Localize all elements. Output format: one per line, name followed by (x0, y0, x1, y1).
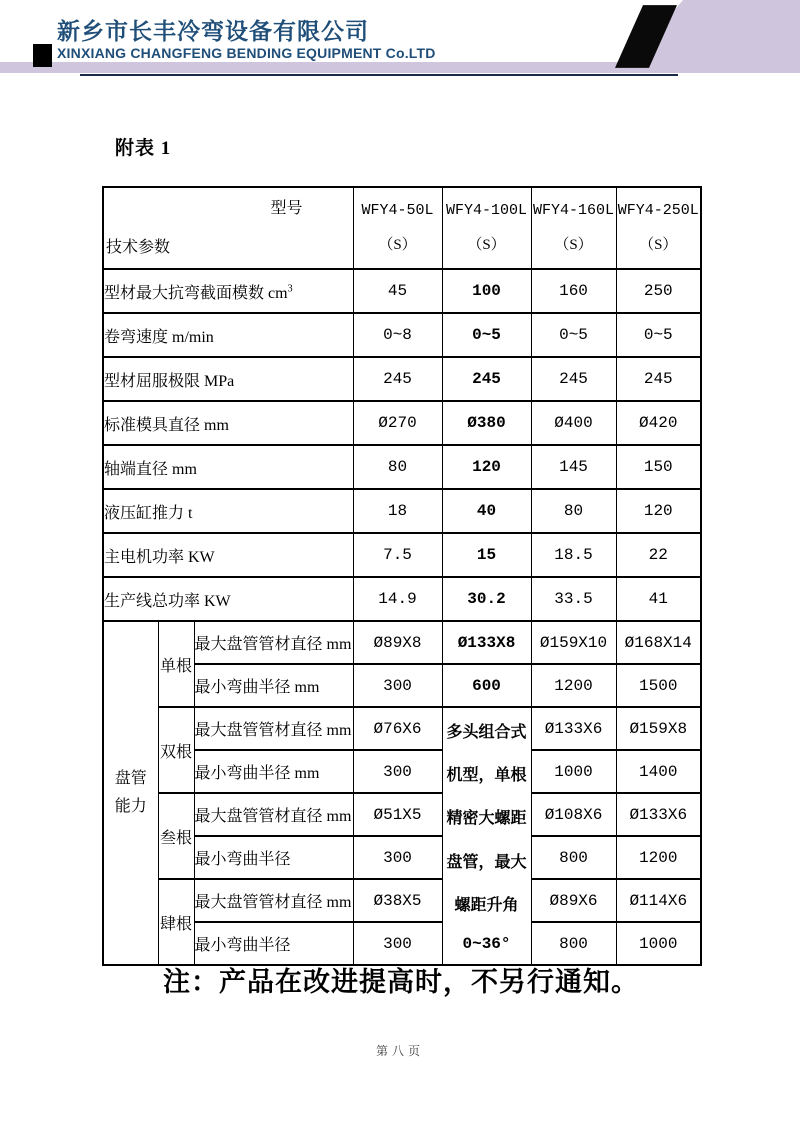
coil-row-single-max-diameter (103, 621, 701, 664)
value-cell: 150 (616, 445, 701, 489)
value-cell: 160 (531, 269, 616, 313)
page-number: 第八页 (375, 1044, 424, 1058)
value-cell: 1200 (531, 664, 616, 707)
model-header-wfy4-250l (616, 187, 701, 269)
model-name: WFY4-160L (532, 202, 614, 219)
param-row-section-modulus (103, 269, 701, 313)
coil-param-label: 最大盘管管材直径 mm (194, 621, 353, 664)
value-cell: Ø76X6 (353, 707, 442, 750)
model-suffix: （S） (378, 237, 417, 253)
value-cell: 30.2 (442, 577, 531, 621)
value-cell: 245 (531, 357, 616, 401)
value-cell: Ø114X6 (616, 879, 701, 922)
value-cell: 250 (616, 269, 701, 313)
value-cell: 600 (442, 664, 531, 707)
value-cell: 15 (442, 533, 531, 577)
value-cell: 245 (353, 357, 442, 401)
table-header-row (103, 187, 701, 269)
logo-bullet (33, 44, 52, 67)
value-cell: 145 (531, 445, 616, 489)
param-label: 液压缸推力 t (103, 489, 353, 533)
coil-param-label: 最小弯曲半径 mm (194, 750, 353, 793)
value-cell: Ø108X6 (531, 793, 616, 836)
param-row-shaft-diameter (103, 445, 701, 489)
merged-note-line: 多头组合式 (446, 724, 527, 742)
value-cell: 1200 (616, 836, 701, 879)
company-name-en: XINXIANG CHANGFENG BENDING EQUIPMENT Co.LTD (57, 45, 436, 61)
value-cell: Ø38X5 (353, 879, 442, 922)
value-cell: Ø51X5 (353, 793, 442, 836)
value-cell: 300 (353, 750, 442, 793)
coil-param-label: 最大盘管管材直径 mm (194, 879, 353, 922)
page-title: 附表 1 (115, 138, 172, 159)
spec-table (102, 186, 702, 966)
value-cell: 41 (616, 577, 701, 621)
value-cell: 18 (353, 489, 442, 533)
value-cell: Ø89X8 (353, 621, 442, 664)
coil-param-label: 最小弯曲半径 (194, 922, 353, 965)
value-cell: 120 (616, 489, 701, 533)
model-suffix: （S） (639, 237, 678, 253)
model-suffix: （S） (554, 237, 593, 253)
coil-row-double-max-diameter (103, 707, 701, 750)
value-cell: 1400 (616, 750, 701, 793)
param-row-die-diameter (103, 401, 701, 445)
merged-note-line: 机型，单根 (446, 767, 527, 785)
corner-params-label: 技术参数 (106, 239, 171, 256)
value-cell: Ø133X6 (616, 793, 701, 836)
coil-param-label: 最小弯曲半径 (194, 836, 353, 879)
side-label-line: 能力 (114, 798, 147, 815)
header-divider-line (80, 74, 678, 76)
value-cell: 800 (531, 836, 616, 879)
value-cell: 1000 (616, 922, 701, 965)
value-cell: 22 (616, 533, 701, 577)
coil-param-label: 最小弯曲半径 mm (194, 664, 353, 707)
model-name: WFY4-100L (445, 202, 527, 219)
value-cell: 1500 (616, 664, 701, 707)
value-cell: 0~5 (531, 313, 616, 357)
param-label: 轴端直径 mm (103, 445, 353, 489)
wfy4-100l-merged-note-cell (442, 707, 531, 965)
value-cell: Ø270 (353, 401, 442, 445)
coil-row-triple-max-diameter (103, 793, 701, 836)
merged-note-line: 0~36° (462, 934, 511, 953)
value-cell: 7.5 (353, 533, 442, 577)
param-label: 卷弯速度 m/min (103, 313, 353, 357)
value-cell: 18.5 (531, 533, 616, 577)
model-header-wfy4-50l (353, 187, 442, 269)
model-header-wfy4-100l (442, 187, 531, 269)
change-notice: 注：产品在改进提高时，不另行通知。 (163, 967, 639, 997)
value-cell: Ø420 (616, 401, 701, 445)
param-label-sup: 3 (287, 283, 293, 295)
model-suffix: （S） (467, 237, 506, 253)
value-cell: Ø159X10 (531, 621, 616, 664)
param-label: 标准模具直径 mm (103, 401, 353, 445)
value-cell: 45 (353, 269, 442, 313)
value-cell: 0~8 (353, 313, 442, 357)
coil-param-label: 最大盘管管材直径 mm (194, 793, 353, 836)
value-cell: 300 (353, 664, 442, 707)
value-cell: Ø133X6 (531, 707, 616, 750)
value-cell: 80 (353, 445, 442, 489)
value-cell: Ø380 (442, 401, 531, 445)
value-cell: 14.9 (353, 577, 442, 621)
merged-note-line: 螺距升角 (454, 896, 519, 914)
value-cell: Ø159X8 (616, 707, 701, 750)
model-name: WFY4-250L (617, 202, 699, 219)
value-cell: 245 (616, 357, 701, 401)
coil-row-quad-max-diameter (103, 879, 701, 922)
model-header-wfy4-160l (531, 187, 616, 269)
value-cell: 300 (353, 836, 442, 879)
value-cell: 120 (442, 445, 531, 489)
corner-model-label: 型号 (270, 200, 303, 217)
value-cell: 800 (531, 922, 616, 965)
param-label-text: 型材最大抗弯截面模数 cm (104, 284, 288, 302)
company-name-cn: 新乡市长丰冷弯设备有限公司 (57, 18, 369, 44)
coil-group-single: 单根 (158, 621, 194, 707)
value-cell: Ø133X8 (442, 621, 531, 664)
value-cell: 40 (442, 489, 531, 533)
param-row-total-line-power (103, 577, 701, 621)
value-cell: 100 (442, 269, 531, 313)
merged-note-line: 盘管，最大 (446, 853, 527, 871)
value-cell: Ø400 (531, 401, 616, 445)
value-cell: 300 (353, 922, 442, 965)
param-row-main-motor-power (103, 533, 701, 577)
param-label (103, 269, 353, 313)
coil-group-quad: 肆根 (158, 879, 194, 965)
value-cell: Ø168X14 (616, 621, 701, 664)
value-cell: Ø89X6 (531, 879, 616, 922)
model-name: WFY4-50L (361, 202, 434, 219)
param-label: 型材屈服极限 MPa (103, 357, 353, 401)
coil-param-label: 最大盘管管材直径 mm (194, 707, 353, 750)
param-row-cylinder-thrust (103, 489, 701, 533)
side-label-line: 盘管 (114, 770, 147, 787)
merged-note-line: 精密大螺距 (446, 810, 527, 828)
param-label: 主电机功率 KW (103, 533, 353, 577)
param-row-bending-speed (103, 313, 701, 357)
coil-group-double: 双根 (158, 707, 194, 793)
coil-capability-side-label (103, 621, 158, 965)
corner-header-cell (103, 187, 353, 269)
param-label: 生产线总功率 KW (103, 577, 353, 621)
value-cell: 1000 (531, 750, 616, 793)
coil-group-triple: 叁根 (158, 793, 194, 879)
value-cell: 80 (531, 489, 616, 533)
value-cell: 0~5 (442, 313, 531, 357)
param-row-yield-limit (103, 357, 701, 401)
value-cell: 0~5 (616, 313, 701, 357)
value-cell: 245 (442, 357, 531, 401)
value-cell: 33.5 (531, 577, 616, 621)
